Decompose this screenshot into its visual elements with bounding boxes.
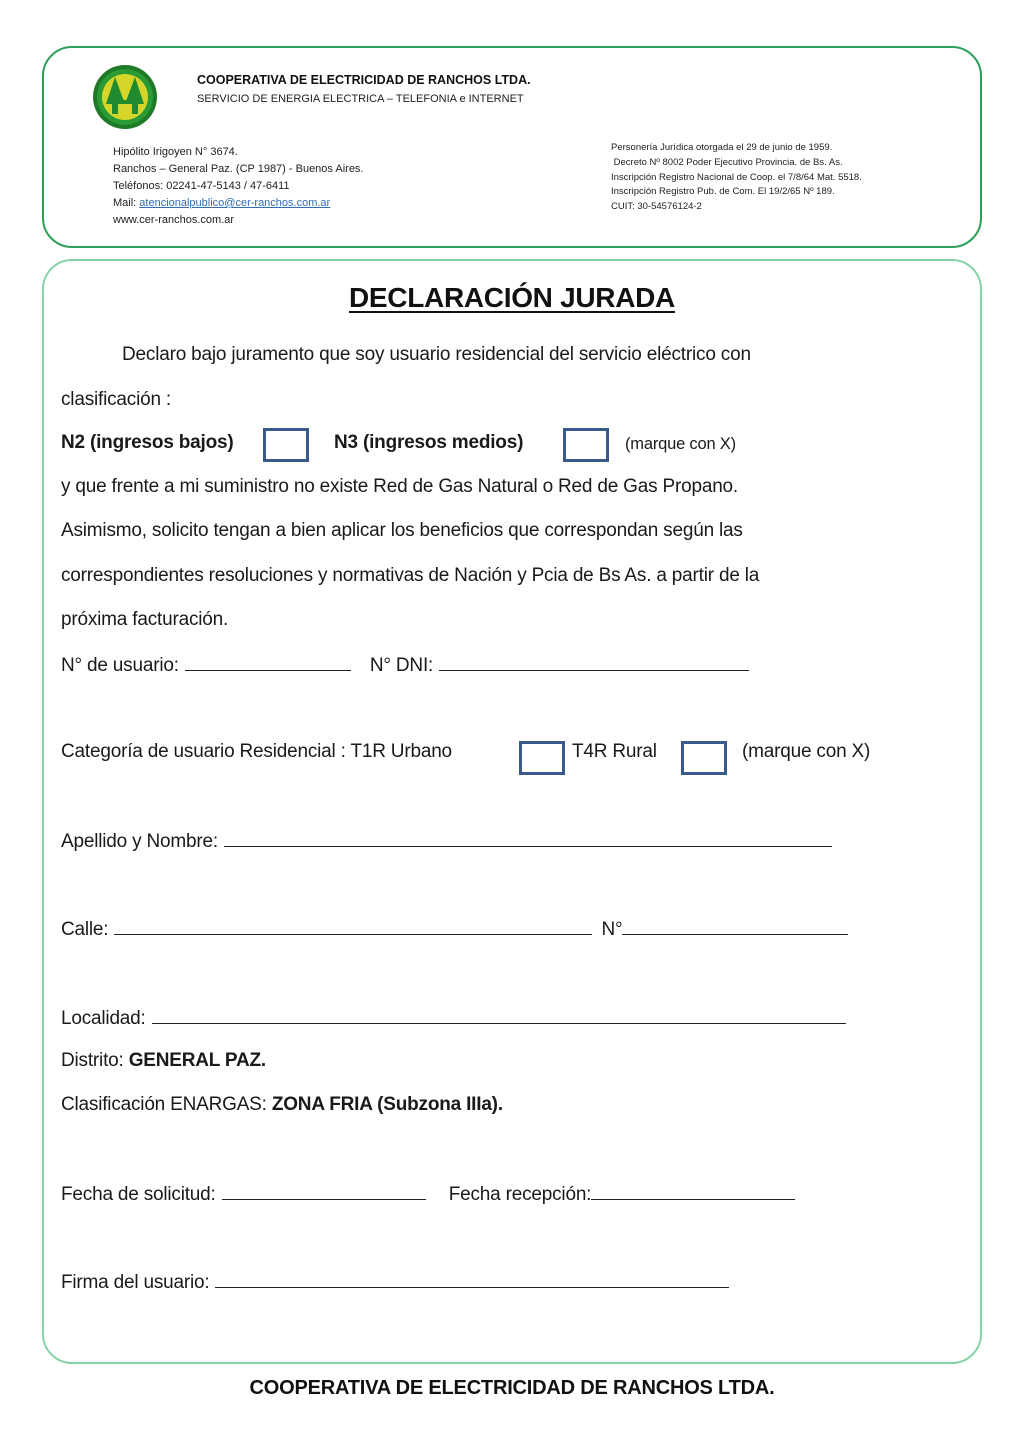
enargas-label: Clasificación ENARGAS: xyxy=(61,1094,272,1115)
contact-info xyxy=(113,144,364,229)
n2-label: N2 (ingresos bajos) xyxy=(61,432,234,453)
user-number-row xyxy=(61,653,749,677)
name-label: Apellido y Nombre: xyxy=(61,831,218,852)
district-label: Distrito: xyxy=(61,1050,129,1071)
legal-line: CUIT: 30-54576124-2 xyxy=(611,201,702,213)
street-field[interactable] xyxy=(114,917,592,935)
org-name: COOPERATIVA DE ELECTRICIDAD DE RANCHOS LTDA. xyxy=(197,73,531,87)
mail-line xyxy=(113,195,364,212)
body-line: Asimismo, solicito tengan a bien aplicar los beneficios que correspondan según las xyxy=(61,520,743,541)
street-number-label: N° xyxy=(601,919,623,940)
header-box xyxy=(42,46,982,248)
locality-label: Localidad: xyxy=(61,1008,146,1029)
mail-label: Mail: xyxy=(113,197,140,209)
body-line: correspondientes resoluciones y normativas de Nación y Pcia de Bs As. a partir de la xyxy=(61,565,760,586)
request-date-label: Fecha de solicitud: xyxy=(61,1184,216,1205)
legal-line: Inscripción Registro Nacional de Coop. el 7/8/64 Mat. 5518. xyxy=(611,171,862,183)
signature-label: Firma del usuario: xyxy=(61,1272,210,1293)
t4r-checkbox[interactable] xyxy=(681,741,727,775)
user-number-field[interactable] xyxy=(185,653,351,671)
locality-row xyxy=(61,1006,846,1030)
street-label: Calle: xyxy=(61,919,109,940)
user-number-label: N° de usuario: xyxy=(61,655,179,676)
name-row xyxy=(61,829,832,853)
footer-org-name: COOPERATIVA DE ELECTRICIDAD DE RANCHOS LTDA. xyxy=(249,1377,775,1399)
district-value: GENERAL PAZ. xyxy=(128,1050,266,1071)
legal-line: Personería Jurídica otorgada el 29 de junio de 1959. xyxy=(611,142,833,153)
intro-line-1: Declaro bajo juramento que soy usuario residencial del servicio eléctrico con xyxy=(122,344,751,365)
mail-link[interactable]: atencionalpublico@cer-ranchos.com.ar xyxy=(139,197,331,209)
dni-field[interactable] xyxy=(439,653,749,671)
district-row xyxy=(61,1050,266,1072)
intro-line-2: clasificación : xyxy=(61,389,171,410)
request-date-field[interactable] xyxy=(222,1182,426,1200)
city: Ranchos – General Paz. (CP 1987) - Buenos Aires. xyxy=(113,163,364,175)
t4r-label: T4R Rural xyxy=(572,741,657,762)
website: www.cer-ranchos.com.ar xyxy=(113,214,235,226)
street-number-field[interactable] xyxy=(622,917,848,935)
enargas-row xyxy=(61,1094,503,1116)
legal-line: Inscripción Registro Pub. de Com. El 19/2/65 Nº 189. xyxy=(611,186,835,198)
dni-label: N° DNI: xyxy=(369,655,434,676)
reception-date-label: Fecha recepción: xyxy=(448,1184,592,1205)
locality-field[interactable] xyxy=(152,1006,846,1024)
dates-row xyxy=(61,1182,795,1206)
n3-label: N3 (ingresos medios) xyxy=(334,432,524,453)
street-row xyxy=(61,917,848,941)
n3-checkbox[interactable] xyxy=(563,428,609,462)
signature-row xyxy=(61,1270,729,1294)
n2-checkbox[interactable] xyxy=(263,428,309,462)
category-hint: (marque con X) xyxy=(742,741,871,762)
legal-info xyxy=(611,141,862,215)
category-label: Categoría de usuario Residencial : T1R Urbano xyxy=(61,741,452,762)
legal-line: Decreto Nº 8002 Poder Ejecutivo Provincia. de Bs. As. xyxy=(611,156,843,168)
body-line: próxima facturación. xyxy=(61,609,229,630)
form-title: DECLARACIÓN JURADA xyxy=(349,282,675,313)
org-subtitle: SERVICIO DE ENERGIA ELECTRICA – TELEFONIA e INTERNET xyxy=(197,93,524,105)
signature-field[interactable] xyxy=(215,1270,729,1288)
address: Hipólito Irigoyen N° 3674. xyxy=(113,146,238,158)
cooperative-logo-icon xyxy=(92,64,158,130)
mark-hint: (marque con X) xyxy=(625,435,736,453)
name-field[interactable] xyxy=(224,829,832,847)
enargas-value: ZONA FRIA (Subzona IIIa). xyxy=(271,1094,503,1115)
phones: Teléfonos: 02241-47-5143 / 47-6411 xyxy=(113,180,290,192)
reception-date-field[interactable] xyxy=(591,1182,795,1200)
t1r-checkbox[interactable] xyxy=(519,741,565,775)
body-line: y que frente a mi suministro no existe Red de Gas Natural o Red de Gas Propano. xyxy=(61,476,739,497)
